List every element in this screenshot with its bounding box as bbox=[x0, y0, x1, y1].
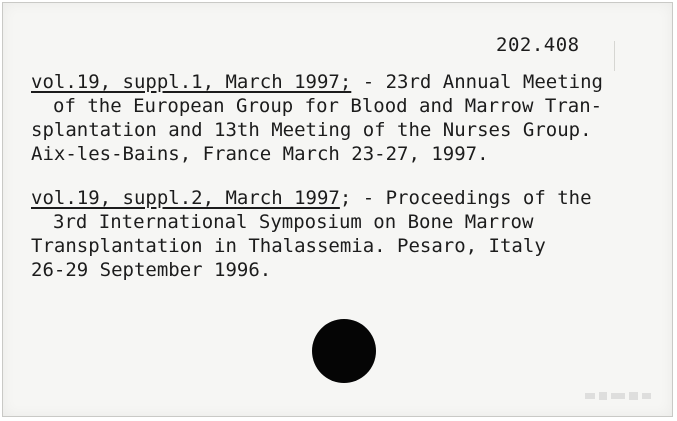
call-number: 202.408 bbox=[496, 34, 580, 56]
card-edge-mark bbox=[614, 41, 615, 71]
faint-stamp-mark bbox=[583, 389, 653, 403]
holding-entry-2 bbox=[31, 186, 651, 282]
entry-line: 3rd International Symposium on Bone Marrow bbox=[53, 211, 534, 233]
entry-line: Transplantation in Thalassemia. Pesaro, Italy bbox=[31, 235, 546, 257]
entry-first-line bbox=[31, 70, 651, 94]
entry-line: splantation and 13th Meeting of the Nurses Group. bbox=[31, 119, 592, 141]
catalog-card bbox=[2, 2, 673, 417]
entry-title-start: ; - Proceedings of the bbox=[339, 187, 592, 209]
entry-first-line bbox=[31, 186, 651, 210]
entry-line: of the European Group for Blood and Marrow Tran- bbox=[53, 95, 603, 117]
entry-line: 26-29 September 1996. bbox=[31, 259, 272, 281]
entry-line: Aix-les-Bains, France March 23-27, 1997. bbox=[31, 143, 489, 165]
holding-entry-1 bbox=[31, 70, 651, 166]
punch-hole bbox=[312, 319, 376, 383]
volume-reference: vol.19, suppl.2, March 1997 bbox=[31, 187, 340, 209]
volume-reference: vol.19, suppl.1, March 1997; bbox=[31, 71, 352, 93]
entry-title-start: - 23rd Annual Meeting bbox=[351, 71, 603, 93]
